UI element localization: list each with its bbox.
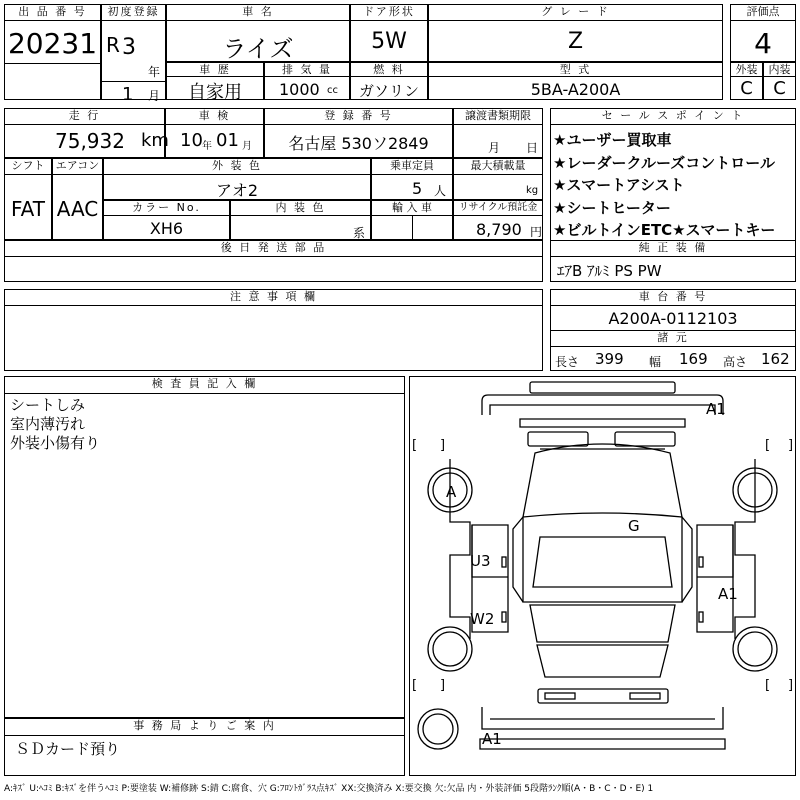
mark-a-left: A [446,483,457,501]
door-type: 5W [371,29,407,54]
height-label: 高さ [723,355,748,369]
score: 4 [754,27,772,60]
car-name-box [166,4,350,62]
int-color-label: 内 装 色 [231,201,370,216]
wheel-rear-right [733,627,777,671]
office-box [4,718,405,776]
color-no: XH6 [149,219,184,238]
inspection-month-unit: 月 [242,141,252,152]
car-diagram [410,377,795,775]
chassis-box [550,289,796,331]
era: R [106,33,120,57]
sales-point: ★ユーザー買取車 [553,131,672,149]
int-grade-label: 内装 [764,63,795,77]
width-label: 幅 [649,355,662,369]
svg-text:[: [ [412,678,418,693]
inspector-note: 室内薄汚れ [10,415,86,433]
transfer-day: 日 [526,141,539,155]
mileage-unit: km [141,130,169,151]
office-note: ＳＤカード預り [15,740,121,758]
model-label: 型 式 [429,63,722,77]
shift: FAT [10,197,45,221]
length-label: 長さ [555,355,580,369]
recycle-box [453,200,543,240]
chassis-number: A200A-0112103 [608,309,738,328]
score-box [730,4,796,62]
svg-text:]: ] [788,678,794,693]
height: 162 [761,350,790,368]
plate-number: 名古屋 530ソ2849 [288,134,429,153]
import-label: 輸 入 車 [372,201,452,216]
mileage-box [4,108,169,158]
grade-label: グ レ ー ド [429,5,722,21]
ext-color: アオ2 [215,181,259,200]
inspection-year: 10 [180,130,203,151]
capacity: 5 [412,179,423,198]
equipment: ｴｱB ｱﾙﾐ PS PW [557,262,662,280]
sales-point: ★ビルトインETC★スマートキー [553,221,776,239]
sales-points-box [550,108,796,241]
mark-a1-top: A1 [706,400,726,418]
ext-grade: C [740,78,753,99]
front-bumper-top [530,382,675,393]
length: 399 [595,350,624,368]
sales-point: ★スマートアシスト [553,176,685,194]
displacement: 1000 [279,80,320,99]
ac-box [52,158,103,240]
displacement-box [264,62,350,100]
car-name: ライズ [222,35,294,63]
specs-box [550,330,796,371]
fuel: ガソリン [358,82,419,100]
import-box [371,200,453,240]
equipment-label: 純 正 装 備 [551,241,795,257]
spare-tire [418,709,458,749]
model: 5BA-A200A [530,80,621,99]
mileage-label: 走 行 [5,109,164,125]
chassis-label: 車 台 番 号 [551,290,795,306]
transfer-box [453,108,543,158]
recycle-label: リサイクル預託金 [454,201,542,216]
inspection-box [165,108,264,158]
score-label: 評価点 [731,5,795,21]
inspector-note: 外装小傷有り [10,434,101,452]
width: 169 [679,350,708,368]
door-box [350,4,428,62]
damage-diagram-box [409,376,796,776]
int-color-box [230,200,371,240]
inspector-notes [10,396,100,453]
mark-w2: W2 [470,610,495,628]
svg-text:]: ] [788,438,794,453]
ac-label: エアコン [53,159,102,175]
load-unit: kg [526,185,539,196]
recycle: 8,790 [476,220,522,239]
recycle-unit: 円 [530,225,543,239]
svg-text:]: ] [440,438,446,453]
int-grade-box [763,62,796,100]
color-no-label: カラー No. [104,201,229,216]
displacement-label: 排 気 量 [265,63,349,77]
load-label: 最大積載量 [454,159,542,175]
svg-text:]: ] [440,678,446,693]
grade-box [428,4,723,62]
door-label: ドア形状 [351,5,427,21]
color-no-box [103,200,230,240]
sales-points-list [553,129,775,242]
mark-a1-bottom: A1 [482,730,502,748]
shift-box [4,158,52,240]
fuel-label: 燃 料 [351,63,427,77]
ext-grade-label: 外装 [731,63,762,77]
history-label: 車 歴 [167,63,263,77]
later-parts-label: 後 日 発 送 部 品 [5,241,542,257]
specs-label: 諸 元 [551,331,795,347]
model-box [428,62,723,100]
lot-number: 20231 [7,27,98,60]
reg-year: 3 [122,35,136,60]
svg-text:[: [ [765,678,771,693]
transfer-label: 譲渡書類期限 [454,109,542,125]
wheel-rear-left [428,627,472,671]
int-color-unit: 系 [353,226,366,240]
plate-label: 登 録 番 号 [265,109,452,125]
inspector-note: シートしみ [10,396,86,414]
ac: AAC [56,197,99,221]
capacity-box [371,158,453,200]
equipment-box [550,240,796,282]
ext-color-label: 外 装 色 [104,159,370,175]
capacity-unit: 人 [434,184,447,198]
sales-point: ★レーダークルーズコントロール [553,153,775,172]
inspector-box [4,376,405,718]
lot-number-box [4,4,101,100]
month-unit: 月 [148,89,161,103]
shift-label: シフト [5,159,51,175]
notes-label: 注 意 事 項 欄 [5,290,542,306]
displacement-unit: cc [327,85,338,96]
inspection-year-unit: 年 [202,141,212,152]
transfer-month: 月 [488,141,501,155]
fuel-box [350,62,428,100]
first-reg-label: 初度登録 [102,5,165,21]
mark-a1-right: A1 [718,585,738,603]
plate-box [264,108,453,158]
lot-number-label: 出 品 番 号 [5,5,100,21]
grade: Z [567,29,584,54]
mileage: 75,932 [55,129,125,153]
first-registration-box [101,4,166,105]
history-box [166,62,264,103]
capacity-label: 乗車定員 [372,159,452,175]
inspection-month: 01 [216,130,239,151]
svg-text:[: [ [412,438,418,453]
later-parts-box [4,240,543,282]
svg-text:[: [ [765,438,771,453]
load-box [453,158,543,200]
mark-g: G [628,517,640,535]
windshield [523,444,682,517]
int-grade: C [773,78,786,99]
legend: A:ｷｽﾞ U:ﾍｺﾐ B:ｷｽﾞを伴うﾍｺﾐ P:要塗装 W:補修跡 S:錆 C:腐食、穴 G:ﾌﾛﾝﾄｶﾞﾗｽ点ｷｽﾞ XX:交換済み X:要交換 欠:欠品 内・外装評価 5段階ﾗﾝｸ順(A・B・C・D・E) 1 [4,784,654,794]
mark-u3: U3 [470,552,491,570]
car-name-label: 車 名 [167,5,349,21]
history: 自家用 [188,82,242,103]
reg-month: 1 [122,84,134,105]
inspection-label: 車 検 [166,109,263,125]
sales-point: ★シートヒーター [553,198,671,217]
year-unit: 年 [148,65,161,79]
rear-window [530,605,675,642]
sales-points-label: セ ー ル ス ポ イ ン ト [551,109,795,125]
inspector-label: 検 査 員 記 入 欄 [5,377,404,394]
ext-color-box [103,158,371,200]
ext-grade-box [730,62,763,100]
notes-box [4,289,543,371]
office-label: 事 務 局 よ り ご 案 内 [5,719,404,736]
